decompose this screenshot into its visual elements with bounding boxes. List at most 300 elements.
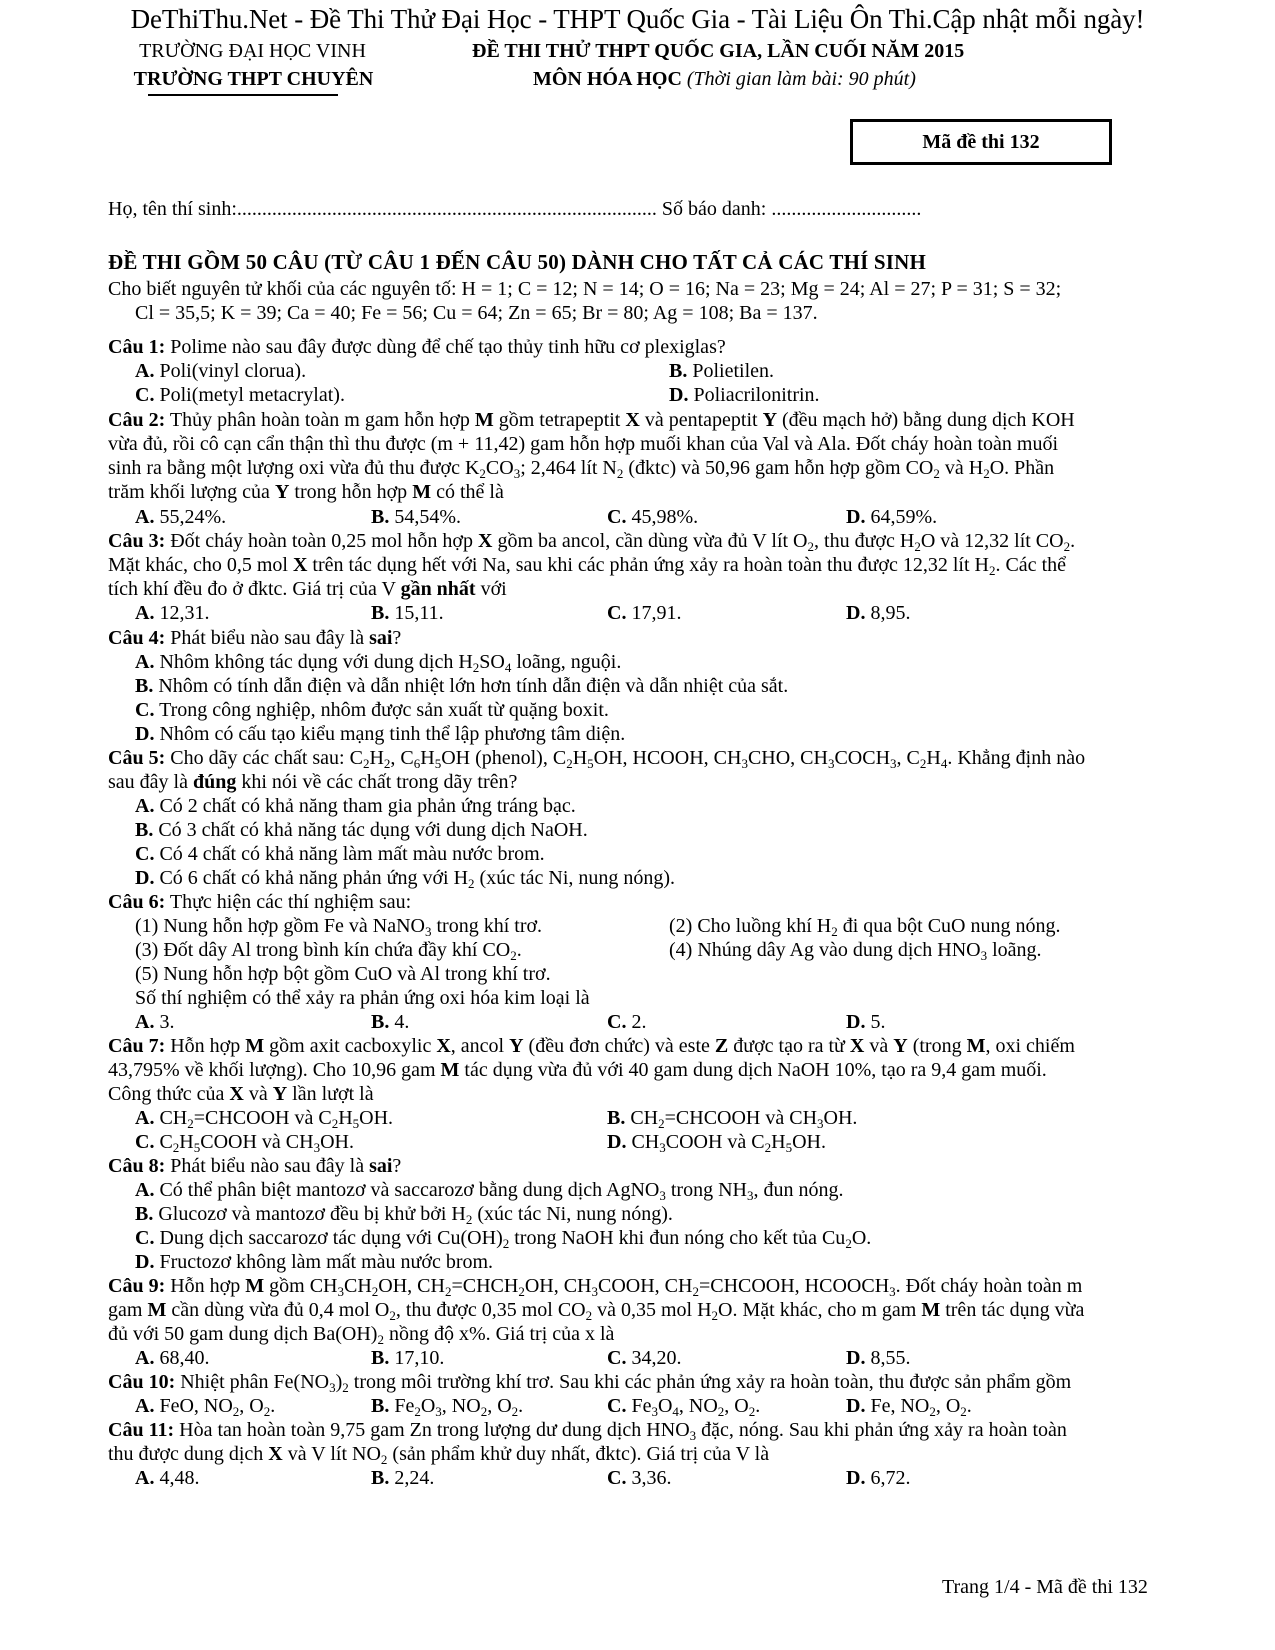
- opt-label: D.: [846, 1467, 866, 1489]
- t: đặc, nóng. Sau khi phản ứng xảy ra hoàn toàn: [696, 1419, 1067, 1441]
- t: , C: [390, 747, 414, 769]
- s: 2: [717, 1404, 725, 1419]
- t: , đun nóng.: [753, 1179, 844, 1201]
- t: OH.: [359, 1107, 394, 1129]
- t: Nhiệt phân Fe(NO: [175, 1371, 330, 1393]
- opt-label: A.: [135, 795, 155, 817]
- t: Z: [714, 1035, 729, 1057]
- t: gồm tetrapeptit: [493, 409, 626, 431]
- opt-label: C.: [135, 699, 155, 721]
- t: . Các thể: [995, 554, 1066, 576]
- t: CH: [154, 1107, 188, 1129]
- t: sai: [369, 1155, 393, 1177]
- opt-label: B.: [135, 1203, 154, 1225]
- t: , thu được H: [814, 530, 915, 552]
- opt-label: D.: [135, 1251, 155, 1273]
- opt-label: D.: [846, 602, 866, 624]
- opt-text: 2.: [626, 1011, 647, 1033]
- t: , thu được 0,35 mol CO: [395, 1299, 586, 1321]
- t: COOH và CH: [200, 1131, 314, 1153]
- t: OH, CH: [524, 1275, 592, 1297]
- s: 2: [472, 660, 480, 675]
- t: .: [1070, 530, 1076, 552]
- t: Hòa tan hoàn toàn 9,75 gam Zn trong lượng dư dung dịch HNO: [174, 1419, 690, 1441]
- t: , O: [724, 1395, 749, 1417]
- school-underline: [148, 94, 338, 96]
- t: Phát biểu nào sau đây là: [165, 1155, 370, 1177]
- t: , ancol: [450, 1035, 510, 1057]
- q2-option-a: [135, 505, 226, 529]
- s: 2: [914, 539, 921, 554]
- s: 2: [414, 1404, 421, 1419]
- q1-option-c: [135, 383, 345, 407]
- q10-option-a: [135, 1394, 275, 1418]
- opt-text: 54,54%.: [389, 506, 462, 528]
- atomic-masses-line-1: Cho biết nguyên tử khối của các nguyên tố: H = 1; C = 12; N = 14; O = 16; Na = 23; Mg = 24; Al = 27; P = 31; S = 32;: [108, 278, 1062, 300]
- question-label: Câu 2:: [108, 409, 166, 431]
- t: (2) Cho luồng khí H: [669, 915, 832, 937]
- t: OH, CH: [378, 1275, 445, 1297]
- q10-option-b: [371, 1394, 523, 1418]
- t: Có thể phân biệt mantozơ và saccarozơ bằng dung dịch AgNO: [154, 1179, 660, 1201]
- question-3-line-2: [108, 553, 1066, 577]
- q11-option-a: [135, 1466, 199, 1490]
- t: trong NaOH khi đun nóng cho kết tủa Cu: [509, 1227, 846, 1249]
- opt-label: A.: [135, 506, 155, 528]
- t: M: [147, 1299, 167, 1321]
- opt-label: A.: [135, 1467, 155, 1489]
- opt-label: B.: [371, 1467, 390, 1489]
- s: 3: [980, 948, 988, 963]
- t: , C: [896, 747, 920, 769]
- t: (4) Nhúng dây Ag vào dung dịch HNO: [669, 939, 981, 961]
- s: 3: [651, 1404, 658, 1419]
- question-label: Câu 9:: [108, 1275, 166, 1297]
- s: 2: [362, 756, 370, 771]
- s: 2: [929, 1404, 936, 1419]
- question-label: Câu 10:: [108, 1371, 176, 1393]
- question-label: Câu 3:: [108, 530, 166, 552]
- opt-label: A.: [135, 1107, 155, 1129]
- opt-text: 4,48.: [154, 1467, 200, 1489]
- opt-label: D.: [846, 506, 866, 528]
- opt-text: 17,91.: [626, 602, 682, 624]
- opt-text: 45,98%.: [626, 506, 699, 528]
- atomic-masses-line-2: Cl = 35,5; K = 39; Ca = 40; Fe = 56; Cu = 64; Zn = 65; Br = 80; Ag = 108; Ba = 137.: [135, 302, 818, 324]
- opt-label: A.: [135, 602, 155, 624]
- t: H: [420, 747, 435, 769]
- s: 3: [890, 756, 897, 771]
- t: CH: [626, 1131, 660, 1153]
- question-2-line-3: [108, 456, 1054, 480]
- question-7-line-2: [108, 1058, 1047, 1082]
- t: H: [179, 1131, 194, 1153]
- t: khi nói về các chất trong dãy trên?: [236, 771, 518, 793]
- t: CHO, CH: [747, 747, 828, 769]
- s: 2: [692, 1284, 699, 1299]
- t: tác dụng vừa đủ với 40 gam dung dịch NaOH 10%, tạo ra 9,4 gam muối.: [459, 1059, 1047, 1081]
- q1-option-b: [669, 359, 774, 383]
- opt-text: Có 2 chất có khả năng tham gia phản ứng tráng bạc.: [154, 795, 576, 817]
- opt-label: A.: [135, 1395, 155, 1417]
- t: Y: [893, 1035, 908, 1057]
- s: 2: [919, 756, 927, 771]
- t: X: [625, 409, 640, 431]
- t: X: [436, 1035, 451, 1057]
- t: COCH: [834, 747, 891, 769]
- opt-text: Poliacrilonitrin.: [688, 384, 820, 406]
- s: 3: [746, 1188, 754, 1203]
- t: và: [864, 1035, 894, 1057]
- t: OH (phenol), C: [441, 747, 567, 769]
- t: O.: [851, 1227, 872, 1249]
- opt-label: A.: [135, 651, 155, 673]
- t: (đều mạch hở) bằng dung dịch KOH: [777, 409, 1075, 431]
- t: (xúc tác Ni, nung nóng).: [474, 867, 676, 889]
- t: ?: [392, 627, 402, 649]
- question-7-line-3: [108, 1082, 374, 1106]
- s: 2: [444, 1284, 452, 1299]
- question-11-line-1: [108, 1418, 1067, 1442]
- q5-option-d: [135, 866, 675, 890]
- opt-label: C.: [607, 1011, 627, 1033]
- t: loãng, nguội.: [511, 651, 622, 673]
- s: 4: [672, 1404, 679, 1419]
- s: 2: [187, 1116, 194, 1131]
- opt-label: B.: [371, 506, 390, 528]
- s: 3: [659, 1140, 666, 1155]
- opt-label: B.: [371, 1395, 390, 1417]
- t: Y: [272, 1083, 288, 1105]
- question-text: Thực hiện các thí nghiệm sau:: [165, 891, 412, 913]
- opt-label: B.: [371, 1347, 390, 1369]
- question-8: [108, 1154, 401, 1178]
- t: đúng: [192, 771, 237, 793]
- s: 2: [479, 466, 486, 481]
- t: loãng.: [987, 939, 1042, 961]
- opt-label: A.: [135, 1011, 155, 1033]
- page-footer: Trang 1/4 - Mã đề thi 132: [942, 1576, 1148, 1598]
- s: 2: [518, 1284, 525, 1299]
- section-heading: ĐỀ THI GỒM 50 CÂU (TỪ CÂU 1 ĐẾN CÂU 50) DÀNH CHO TẤT CẢ CÁC THÍ SINH: [108, 250, 927, 274]
- q1-option-a: [135, 359, 306, 383]
- s: 5: [587, 756, 594, 771]
- t: đủ với 50 gam dung dịch Ba(OH): [108, 1323, 378, 1345]
- opt-label: B.: [607, 1107, 626, 1129]
- s: 3: [337, 1284, 344, 1299]
- opt-label: D.: [607, 1131, 627, 1153]
- t: Nhôm không tác dụng với dung dịch H: [154, 651, 473, 673]
- s: 2: [711, 1308, 719, 1323]
- question-2-line-2: vừa đủ, rồi cô cạn cẩn thận thì thu được (m + 11,42) gam hỗn hợp muối khan của Val và Ala. Đốt cháy hoàn toàn muối: [108, 433, 1059, 455]
- q9-option-b: [371, 1346, 444, 1370]
- q6-option-d: [846, 1010, 885, 1034]
- question-text: Polime nào sau đây được dùng để chế tạo thủy tinh hữu cơ plexiglas?: [165, 336, 726, 358]
- opt-label: C.: [135, 1227, 155, 1249]
- t: O và 12,32 lít CO: [920, 530, 1064, 552]
- exam-title: ĐỀ THI THỬ THPT QUỐC GIA, LẦN CUỐI NĂM 2015: [472, 40, 965, 62]
- opt-text: 15,11.: [389, 602, 444, 624]
- t: O: [657, 1395, 673, 1417]
- t: có thể là: [431, 481, 504, 503]
- s: 2: [172, 1140, 180, 1155]
- opt-label: D.: [135, 867, 155, 889]
- opt-label: D.: [669, 384, 689, 406]
- t: , NO: [678, 1395, 718, 1417]
- opt-text: Nhôm có cấu tạo kiểu mạng tinh thể lập phương tâm diện.: [154, 723, 626, 745]
- t: .: [966, 1395, 972, 1417]
- t: (1) Nung hỗn hợp gồm Fe và NaNO: [135, 915, 425, 937]
- t: trong NH: [665, 1179, 747, 1201]
- q4-option-c: [135, 698, 609, 722]
- opt-label: C.: [135, 384, 155, 406]
- s: 3: [329, 1380, 336, 1395]
- s: 2: [764, 1140, 772, 1155]
- q2-option-c: [607, 505, 698, 529]
- t: (trong: [907, 1035, 967, 1057]
- subject: MÔN HÓA HỌC: [533, 68, 682, 90]
- s: 2: [502, 1236, 510, 1251]
- s: 3: [689, 1428, 697, 1443]
- q1-option-d: [669, 383, 820, 407]
- t: Y: [274, 481, 290, 503]
- opt-text: 55,24%.: [154, 506, 227, 528]
- t: cần dùng vừa đủ 0,4 mol O: [166, 1299, 390, 1321]
- t: sai: [369, 627, 393, 649]
- t: đi qua bột CuO nung nóng.: [837, 915, 1061, 937]
- s: 3: [659, 1188, 666, 1203]
- opt-text: Nhôm có tính dẫn điện và dẫn nhiệt lớn hơn tính dẫn điện và dẫn nhiệt của sắt.: [153, 675, 789, 697]
- t: Phát biểu nào sau đây là: [165, 627, 370, 649]
- t: M: [966, 1035, 986, 1057]
- opt-text: 3,36.: [626, 1467, 672, 1489]
- q5-option-c: [135, 842, 545, 866]
- t: FeO, NO: [154, 1395, 233, 1417]
- q7-option-b: [607, 1106, 857, 1130]
- question-label: Câu 11:: [108, 1419, 175, 1441]
- t: Có 6 chất có khả năng phản ứng với H: [154, 867, 469, 889]
- s: 2: [331, 1116, 339, 1131]
- s: 4: [504, 660, 512, 675]
- opt-label: B.: [371, 602, 390, 624]
- t: 43,795% về khối lượng). Cho 10,96 gam: [108, 1059, 441, 1081]
- opt-text: 8,95.: [865, 602, 911, 624]
- t: sau đây là: [108, 771, 193, 793]
- t: H: [926, 747, 941, 769]
- opt-label: D.: [846, 1347, 866, 1369]
- t: M: [474, 409, 494, 431]
- s: 5: [193, 1140, 201, 1155]
- t: X: [268, 1443, 283, 1465]
- opt-label: D.: [135, 723, 155, 745]
- t: Hỗn hợp: [165, 1275, 246, 1297]
- q7-option-d: [607, 1130, 826, 1154]
- question-10: [108, 1370, 1071, 1394]
- school-name-2: TRƯỜNG THPT CHUYÊN: [133, 68, 374, 90]
- q6-option-c: [607, 1010, 646, 1034]
- s: 5: [785, 1140, 793, 1155]
- opt-label: B.: [669, 360, 688, 382]
- s: 2: [383, 756, 391, 771]
- t: ?: [392, 1155, 402, 1177]
- s: 2: [389, 1308, 396, 1323]
- s: 2: [960, 1404, 967, 1419]
- q7-option-c: [135, 1130, 354, 1154]
- t: lần lượt là: [287, 1083, 374, 1105]
- opt-label: C.: [607, 602, 627, 624]
- opt-label: A.: [135, 1179, 155, 1201]
- t: M: [412, 481, 432, 503]
- t: .: [516, 939, 522, 961]
- t: (xúc tác Ni, nung nóng).: [472, 1203, 673, 1225]
- q3-option-a: [135, 601, 209, 625]
- duration: (Thời gian làm bài: 90 phút): [686, 68, 916, 90]
- school-name-1: TRƯỜNG ĐẠI HỌC VINH: [139, 40, 366, 62]
- question-1: [108, 335, 726, 359]
- q3-option-d: [846, 601, 910, 625]
- t: , NO: [441, 1395, 481, 1417]
- t: H: [771, 1131, 786, 1153]
- t: Đốt cháy hoàn toàn 0,25 mol hỗn hợp: [165, 530, 478, 552]
- question-3-line-3: [108, 577, 507, 601]
- t: =CHCOOH, HCOOCH: [698, 1275, 890, 1297]
- q2-option-b: [371, 505, 461, 529]
- opt-text: 34,20.: [626, 1347, 682, 1369]
- q11-option-d: [846, 1466, 910, 1490]
- exam-code-box: Mã đề thi 132: [850, 119, 1112, 165]
- t: trong khí trơ.: [431, 915, 543, 937]
- q5-option-a: [135, 794, 576, 818]
- s: 3: [424, 924, 432, 939]
- s: 2: [845, 1236, 852, 1251]
- question-9-line-3: [108, 1322, 614, 1346]
- opt-label: D.: [846, 1011, 866, 1033]
- t: , O: [487, 1395, 512, 1417]
- q4-option-a: [135, 650, 621, 674]
- t: X: [478, 530, 493, 552]
- s: 2: [831, 924, 838, 939]
- t: CO: [485, 457, 514, 479]
- opt-label: A.: [135, 360, 155, 382]
- t: . Khẳng định nào: [947, 747, 1086, 769]
- opt-text: 68,40.: [154, 1347, 210, 1369]
- t: và 0,35 mol H: [592, 1299, 712, 1321]
- t: M: [245, 1035, 265, 1057]
- s: 2: [748, 1404, 756, 1419]
- t: trong hỗn hợp: [289, 481, 413, 503]
- t: M: [921, 1299, 941, 1321]
- t: Hỗn hợp: [165, 1035, 246, 1057]
- student-info-line: Họ, tên thí sinh:.................................................................................... Số báo danh: ..............................: [108, 198, 922, 220]
- t: .: [755, 1395, 761, 1417]
- opt-text: 3.: [154, 1011, 175, 1033]
- s: 5: [434, 756, 442, 771]
- s: 2: [511, 1404, 519, 1419]
- t: Y: [762, 409, 778, 431]
- t: X: [229, 1083, 244, 1105]
- opt-text: 8,55.: [865, 1347, 911, 1369]
- opt-text: 5.: [865, 1011, 886, 1033]
- s: 2: [468, 876, 475, 891]
- q9-option-c: [607, 1346, 681, 1370]
- opt-text: 6,72.: [865, 1467, 911, 1489]
- question-2-line-1: [108, 408, 1075, 432]
- q6-experiment-1: [135, 914, 542, 938]
- q4-option-b: [135, 674, 788, 698]
- t: gần nhất: [400, 578, 476, 600]
- s: 2: [232, 1404, 240, 1419]
- question-label: Câu 8:: [108, 1155, 166, 1177]
- q6-experiment-5: (5) Nung hỗn hợp bột gồm CuO và Al trong khí trơ.: [135, 963, 551, 985]
- question-label: Câu 4:: [108, 627, 166, 649]
- s: 2: [480, 1404, 488, 1419]
- q10-option-d: [846, 1394, 972, 1418]
- t: trăm khối lượng của: [108, 481, 275, 503]
- q6-experiment-4: [669, 938, 1042, 962]
- q6-option-b: [371, 1010, 409, 1034]
- t: với: [475, 578, 507, 600]
- opt-text: Có 4 chất có khả năng làm mất màu nước brom.: [154, 843, 545, 865]
- q6-experiment-3: [135, 938, 522, 962]
- t: O. Phần: [989, 457, 1055, 479]
- t: thu được dung dịch: [108, 1443, 269, 1465]
- q7-option-a: [135, 1106, 393, 1130]
- opt-text: 12,31.: [154, 602, 210, 624]
- opt-text: 17,10.: [389, 1347, 445, 1369]
- t: H: [572, 747, 588, 769]
- question-2-line-4: [108, 480, 504, 504]
- t: trên tác dụng vừa: [940, 1299, 1085, 1321]
- q6-option-a: [135, 1010, 174, 1034]
- t: (sản phẩm khử duy nhất, đktc). Giá trị của V là: [387, 1443, 770, 1465]
- s: 3: [889, 1284, 896, 1299]
- t: OH.: [792, 1131, 826, 1153]
- opt-label: C.: [607, 1467, 627, 1489]
- opt-label: A.: [135, 1347, 155, 1369]
- t: X: [849, 1035, 865, 1057]
- t: Glucozơ và mantozơ đều bị khử bởi H: [153, 1203, 466, 1225]
- t: ; 2,464 lít N: [520, 457, 617, 479]
- t: Dung dịch saccarozơ tác dụng với Cu(OH): [154, 1227, 503, 1249]
- s: 2: [465, 1212, 473, 1227]
- question-9-line-2: [108, 1298, 1084, 1322]
- t: Mặt khác, cho 0,5 mol: [108, 554, 293, 576]
- opt-text: Fructozơ không làm mất màu nước brom.: [154, 1251, 494, 1273]
- s: 3: [741, 756, 748, 771]
- s: 3: [313, 1140, 321, 1155]
- t: M: [440, 1059, 460, 1081]
- question-label: Câu 6:: [108, 891, 166, 913]
- t: O: [420, 1395, 436, 1417]
- t: , O: [935, 1395, 961, 1417]
- t: OH.: [320, 1131, 354, 1153]
- t: gồm axit cacboxylic: [264, 1035, 437, 1057]
- t: . Đốt cháy hoàn toàn m: [895, 1275, 1083, 1297]
- t: gam: [108, 1299, 148, 1321]
- t: Fe: [626, 1395, 652, 1417]
- q3-option-c: [607, 601, 681, 625]
- t: Thủy phân hoàn toàn m gam hỗn hợp: [165, 409, 475, 431]
- t: OH, HCOOH, CH: [593, 747, 742, 769]
- t: , O: [239, 1395, 264, 1417]
- s: 2: [566, 756, 573, 771]
- t: CH: [625, 1107, 659, 1129]
- t: Y: [509, 1035, 524, 1057]
- t: và pentapeptit: [639, 409, 763, 431]
- s: 2: [380, 1452, 388, 1467]
- question-4: [108, 626, 401, 650]
- s: 2: [510, 948, 517, 963]
